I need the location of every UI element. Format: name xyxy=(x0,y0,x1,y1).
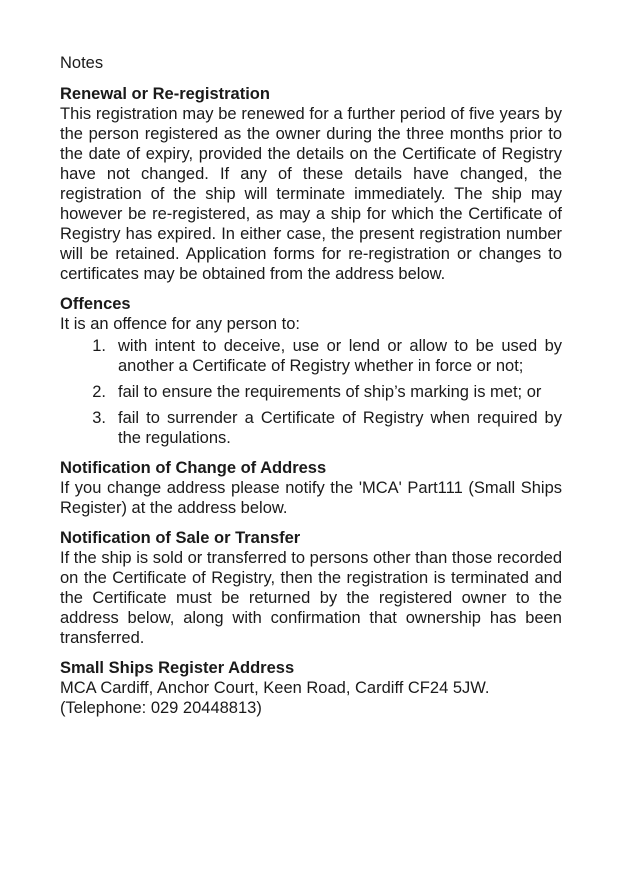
renewal-heading: Renewal or Re-registration xyxy=(60,85,270,103)
register-address-section xyxy=(60,658,562,718)
renewal-section xyxy=(60,84,562,284)
offence-item-number: 2. xyxy=(92,383,106,401)
offences-section xyxy=(60,294,562,448)
change-of-address-heading: Notification of Change of Address xyxy=(60,459,327,477)
change-of-address-section xyxy=(60,458,562,518)
register-address-heading: Small Ships Register Address xyxy=(60,659,295,677)
sale-or-transfer-section xyxy=(60,528,562,648)
offence-item-number: 3. xyxy=(92,409,106,427)
notes-title: Notes xyxy=(60,54,104,72)
register-telephone: (Telephone: 029 20448813) xyxy=(60,699,262,717)
offence-item-text: with intent to deceive, use or lend or allow to be used by another a Certificate of Registry whether in force or not; xyxy=(118,337,562,375)
change-of-address-text: If you change address please notify the 'MCA' Part111 (Small Ships Register) at the address below. xyxy=(60,479,562,517)
offence-item xyxy=(60,336,562,376)
renewal-text: This registration may be renewed for a further period of five years by the person registered as the owner during the three months prior to the date of expiry, provided the details on the Certificate of Registry have not changed. If any of these details have changed, the registration of the ship will terminate immediately. The ship may however be re-registered, as may a ship for which the Certificate of Registry has expired. In either case, the present registration number will be retained. Application forms for re-registration or changes to certificates may be obtained from the address below. xyxy=(60,105,562,283)
offence-item-text: fail to surrender a Certificate of Registry when required by the regulations. xyxy=(118,409,562,447)
register-address-line: MCA Cardiff, Anchor Court, Keen Road, Cardiff CF24 5JW. xyxy=(60,679,490,697)
offences-intro: It is an offence for any person to: xyxy=(60,315,301,333)
offence-item-text: fail to ensure the requirements of ship’s marking is met; or xyxy=(118,383,542,401)
offences-list xyxy=(60,336,562,448)
offence-item xyxy=(60,382,562,402)
offences-heading: Offences xyxy=(60,295,131,313)
offence-item-number: 1. xyxy=(92,337,106,355)
sale-or-transfer-heading: Notification of Sale or Transfer xyxy=(60,529,301,547)
offence-item xyxy=(60,408,562,448)
notes-page xyxy=(60,52,562,728)
sale-or-transfer-text: If the ship is sold or transferred to persons other than those recorded on the Certificate of Registry, then the registration is terminated and the Certificate must be returned by the registered owner to the address below, along with confirmation that ownership has been transferred. xyxy=(60,549,562,647)
